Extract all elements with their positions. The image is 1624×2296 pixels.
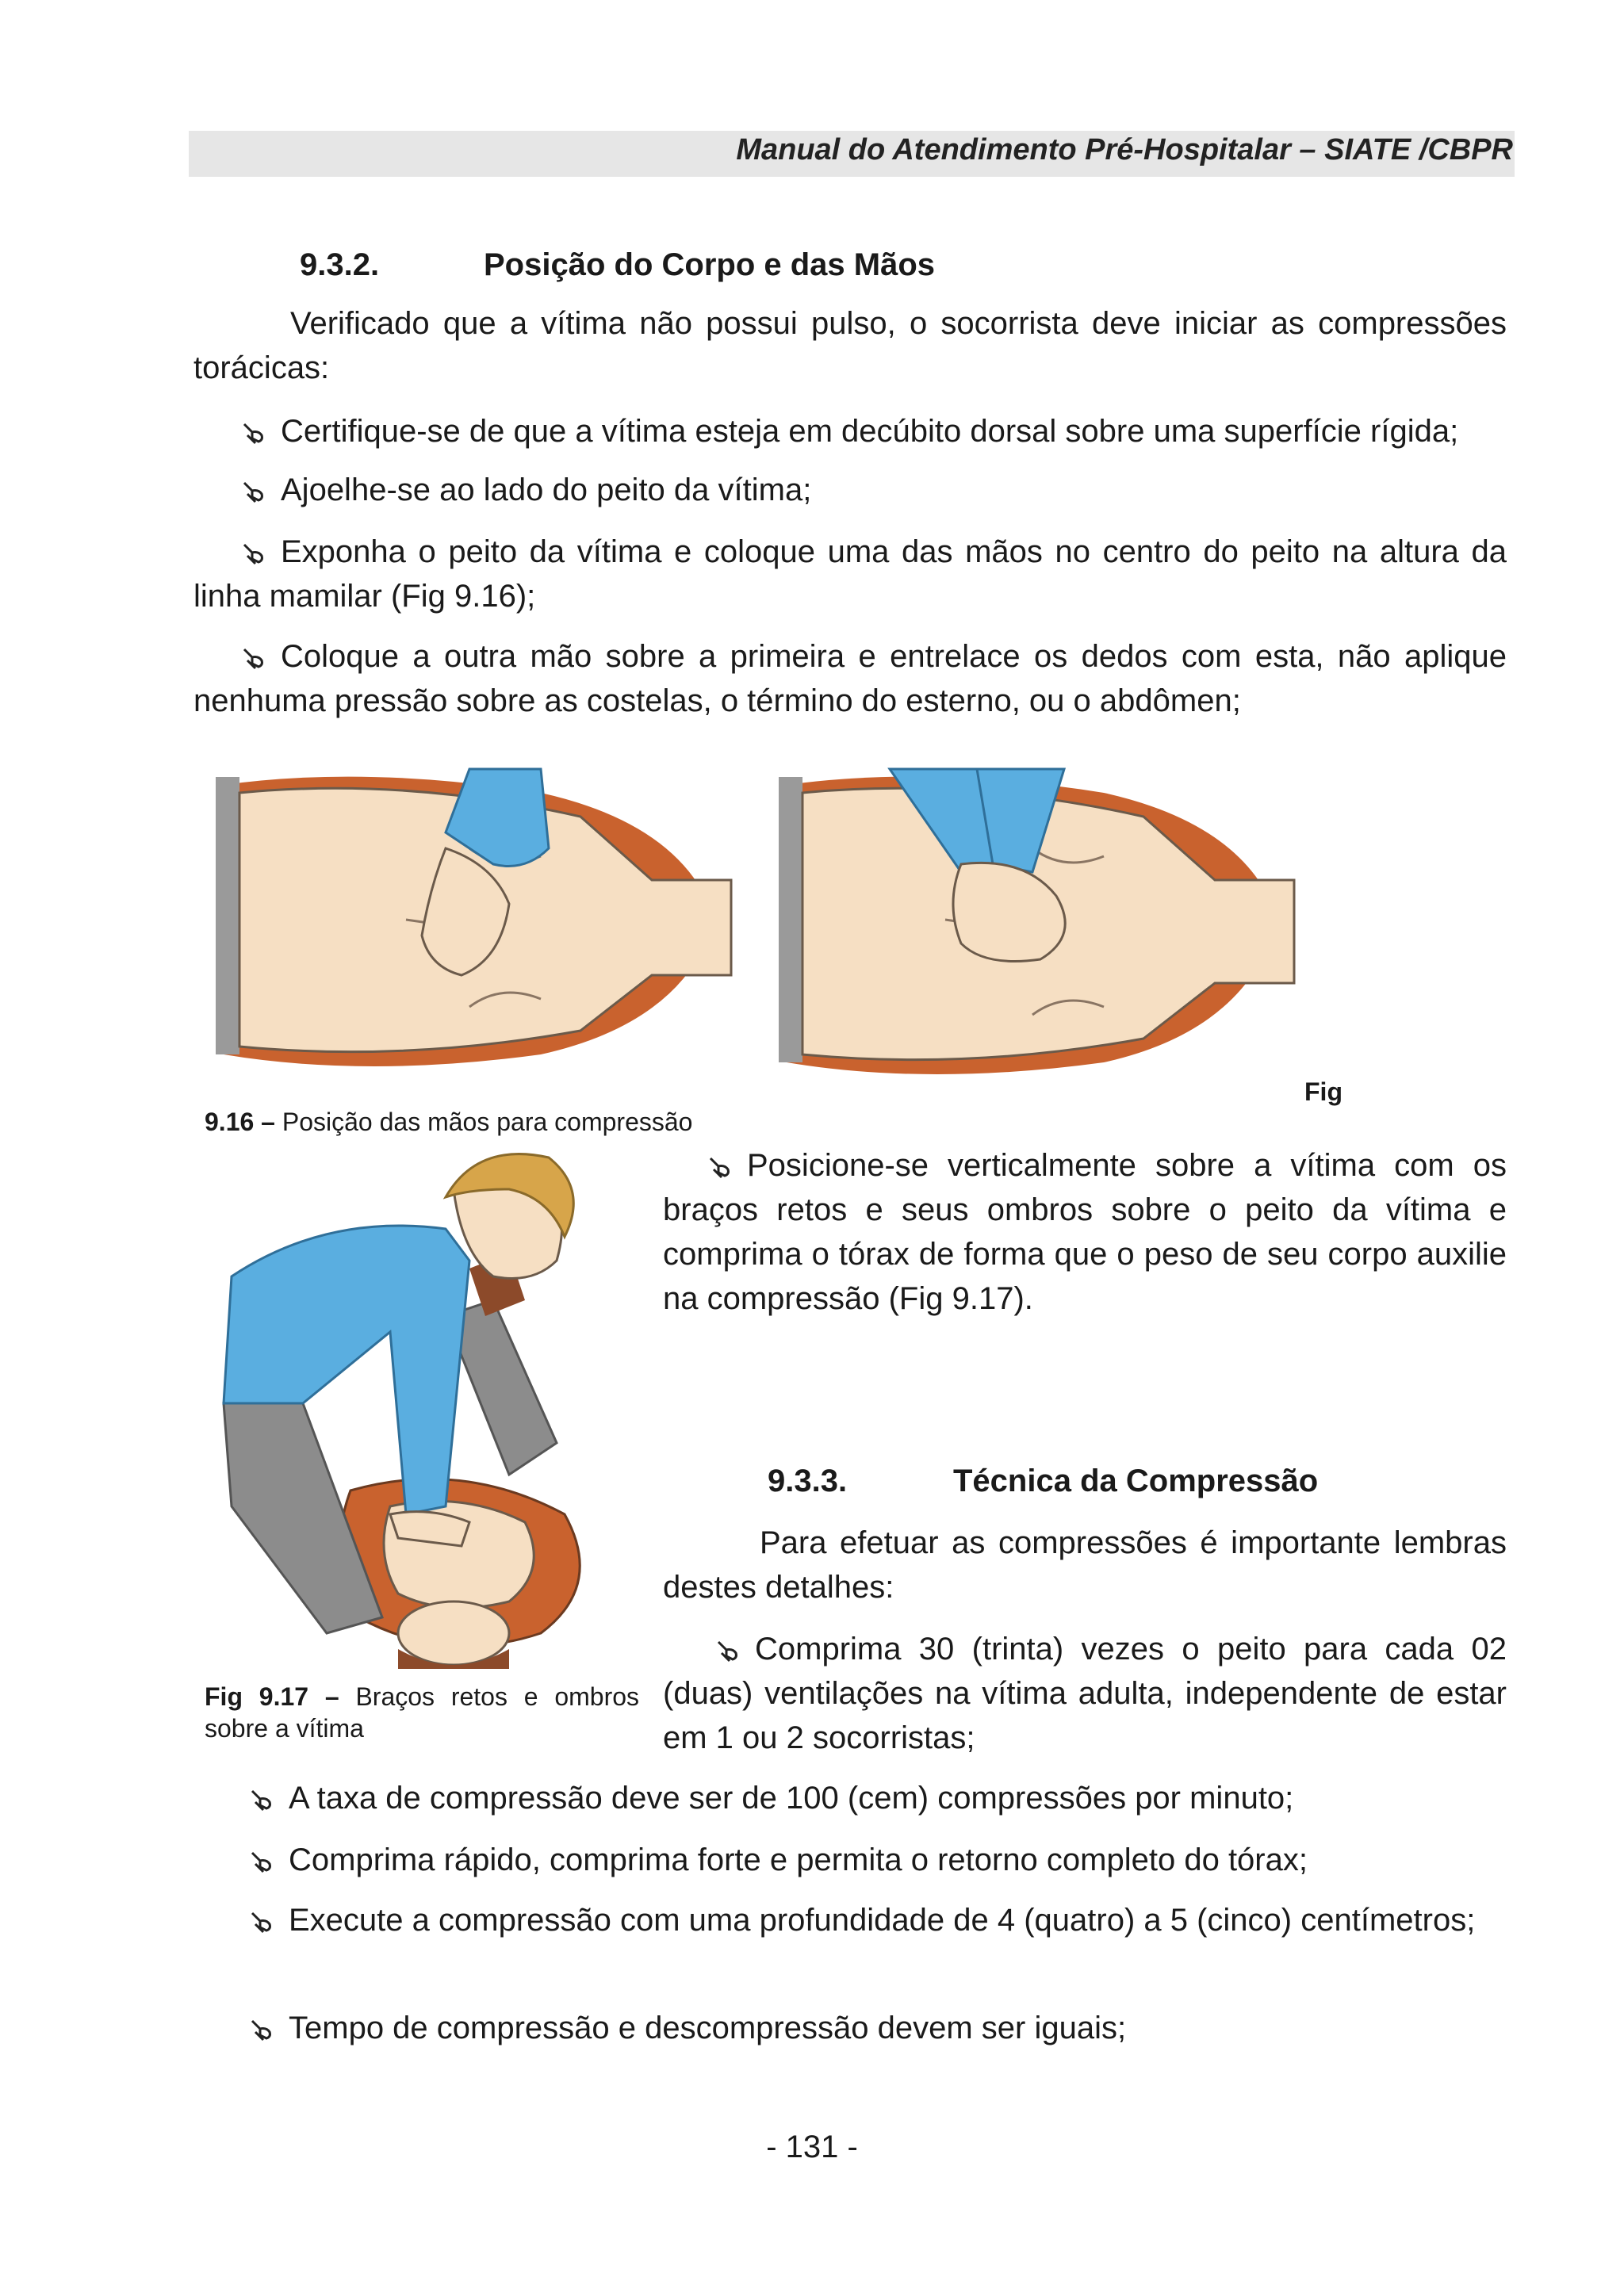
hand-pointer-icon <box>249 1786 276 1813</box>
hand-pointer-icon <box>249 2016 276 2043</box>
bullet-text: Ajoelhe-se ao lado do peito da vítima; <box>281 473 812 507</box>
hand-pointer-icon <box>241 645 268 672</box>
figure-label-fig: Fig <box>1304 1077 1342 1106</box>
hand-pointer-icon <box>241 478 268 505</box>
section-number: 9.3.3. <box>768 1464 848 1498</box>
figure-compression-posture <box>208 1142 636 1681</box>
figure-caption-916 <box>205 1106 692 1138</box>
intro-paragraph: Verificado que a vítima não possui pulso, o socorrista deve iniciar as compressões torácicas: <box>193 306 1507 385</box>
bullet-item <box>193 409 1507 453</box>
bullet-item <box>663 1143 1507 1321</box>
section-title: Posição do Corpo e das Mãos <box>484 247 936 282</box>
bullet-item <box>663 1627 1507 1760</box>
bullet-item <box>193 468 1507 512</box>
bullet-item <box>193 634 1507 723</box>
bullet-text: A taxa de compressão deve ser de 100 (cem) compressões por minuto; <box>289 1781 1294 1816</box>
hand-pointer-icon <box>249 1848 276 1875</box>
page-number: - 131 - <box>766 2130 858 2164</box>
bullet-item <box>193 1838 1507 1882</box>
running-header: Manual do Atendimento Pré-Hospitalar – SIATE /CBPR <box>736 133 1513 166</box>
bullet-text: Execute a compressão com uma profundidade de 4 (quatro) a 5 (cinco) centímetros; <box>289 1903 1476 1938</box>
figure-hand-placement-right <box>771 761 1302 1094</box>
hand-pointer-icon <box>707 1154 734 1181</box>
bullet-text: Comprima rápido, comprima forte e permita o retorno completo do tórax; <box>289 1843 1308 1877</box>
hand-pointer-icon <box>715 1637 742 1664</box>
bullet-text: Tempo de compressão e descompressão devem ser iguais; <box>289 2011 1127 2045</box>
figure-caption-917 <box>205 1681 639 1744</box>
hand-pointer-icon <box>249 1908 276 1935</box>
bullet-text: Coloque a outra mão sobre a primeira e entrelace os dedos com esta, não aplique nenhuma pressão sobre as costelas, o término do esterno, ou o abdômen; <box>193 639 1507 718</box>
caption-number: 9.16 – <box>205 1108 275 1136</box>
figure-hand-placement-left <box>208 761 739 1078</box>
caption-text: Braços retos e ombros sobre a vítima <box>205 1682 640 1743</box>
bullet-text: Posicione-se verticalmente sobre a vítima com os braços retos e seus ombros sobre o peito da vítima e comprima o tórax de forma que o peso de seu corpo auxilie na compressão (Fig 9.17). <box>663 1148 1507 1316</box>
bullet-item <box>193 1776 1507 1820</box>
caption-number: Fig 9.17 – <box>205 1682 339 1711</box>
bullet-text: Certifique-se de que a vítima esteja em decúbito dorsal sobre uma superfície rígida; <box>281 414 1459 449</box>
hand-pointer-icon <box>241 419 268 446</box>
section-number: 9.3.2. <box>300 247 380 282</box>
caption-text: Posição das mãos para compressão <box>282 1108 693 1136</box>
bullet-text: Exponha o peito da vítima e coloque uma das mãos no centro do peito na altura da linha mamilar (Fig 9.16); <box>193 534 1507 614</box>
bullet-item <box>193 2006 1507 2050</box>
section-title: Técnica da Compressão <box>953 1464 1319 1498</box>
bullet-text: Comprima 30 (trinta) vezes o peito para cada 02 (duas) ventilações na vítima adulta, independente de estar em 1 ou 2 socorristas; <box>663 1632 1507 1755</box>
hand-pointer-icon <box>241 540 268 567</box>
bullet-item <box>193 530 1507 618</box>
intro-paragraph: Para efetuar as compressões é importante lembras destes detalhes: <box>663 1525 1507 1605</box>
bullet-item <box>193 1898 1507 1942</box>
